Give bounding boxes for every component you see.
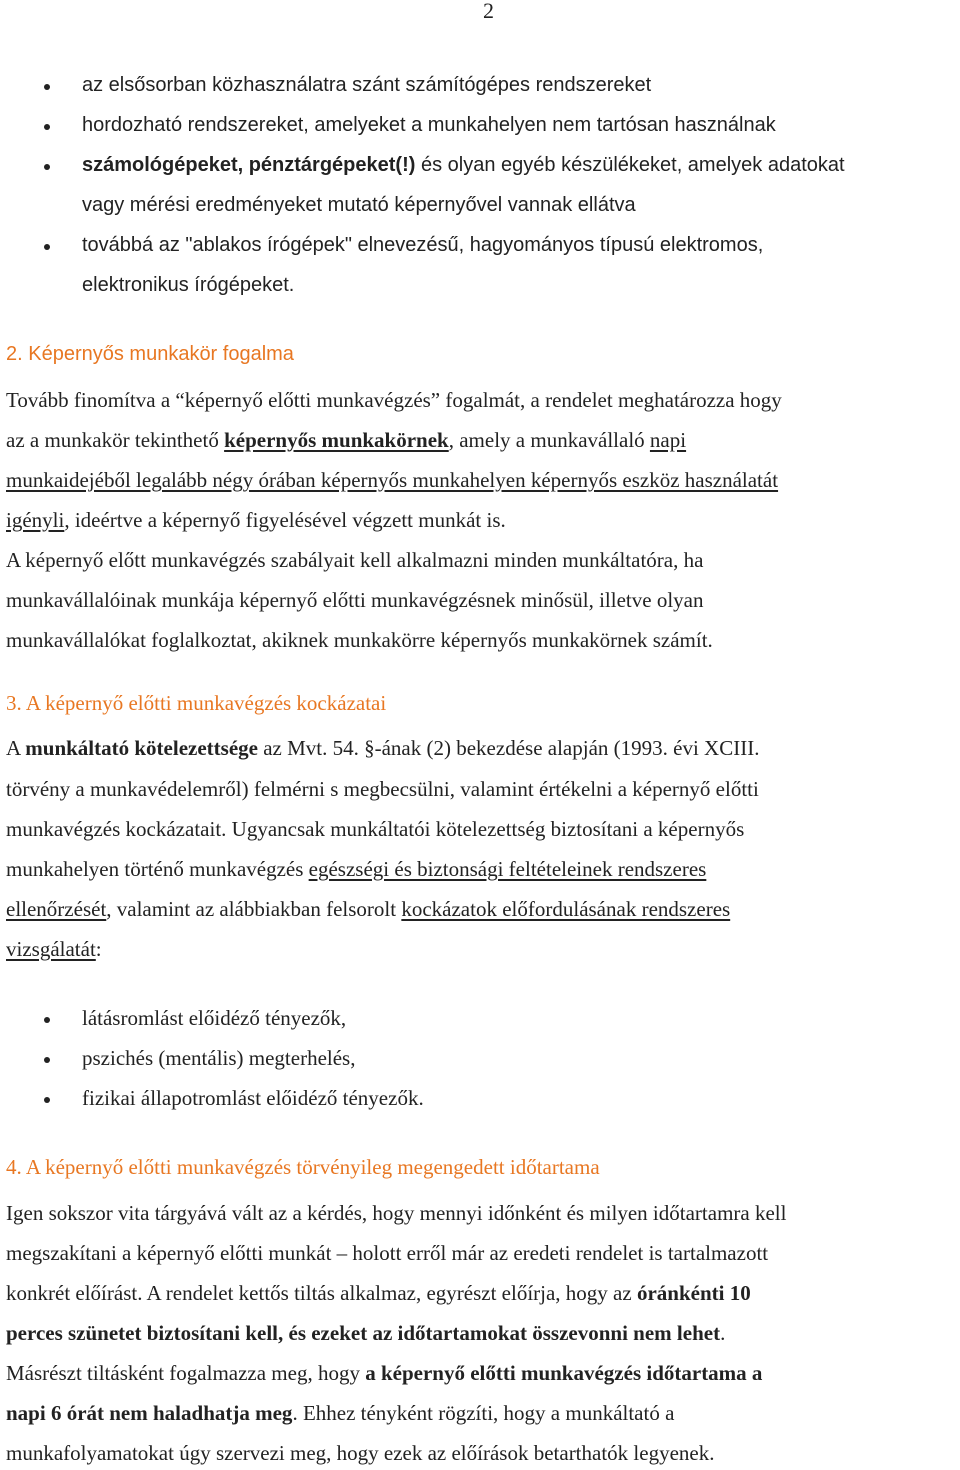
section-2-heading: 2. Képernyős munkakör fogalma [6,343,294,365]
text-line: munkavállalókat foglalkoztat, akiknek munkakörre képernyős munkakörnek számít. [6,628,713,652]
bullet-icon [44,1097,50,1103]
bold-term: napi 6 órát nem haladhatja meg [6,1401,293,1425]
bold-term: munkáltató kötelezettsége [25,736,258,760]
list-item: hordozható rendszereket, amelyeket a munkahelyen nem tartósan használnak [82,114,776,136]
text-line: munkafolyamatokat úgy szervezi meg, hogy ezek az előírások betarthatók legyenek. [6,1441,715,1465]
bold-term: a képernyő előtti munkavégzés időtartama a [365,1361,763,1385]
list-item: látásromlást előidéző tényezők, [82,1006,347,1030]
list-item: számológépeket, pénztárgépeket(!) és olyan egyéb készülékeket, amelyek adatokat [82,154,845,176]
list-item-continuation: elektronikus írógépeket. [82,274,295,296]
text-line: Tovább finomítva a “képernyő előtti munkavégzés” fogalmát, a rendelet meghatározza hogy [6,388,782,412]
bullet-icon [44,1057,50,1063]
text-line: ellenőrzését, valamint az alábbiakban felsorolt kockázatok előfordulásának rendszeres [6,897,731,921]
bullet-icon [44,124,50,130]
text-line: törvény a munkavédelemről) felmérni s megbecsülni, valamint értékelni a képernyő előtti [6,777,759,801]
text-line: munkaidejéből legalább négy órában képernyős munkahelyen képernyős eszköz használatát [6,468,779,492]
text-line: vizsgálatát: [6,937,102,961]
list-item: pszichés (mentális) megterhelés, [82,1046,356,1070]
bold-term: képernyős munkakörnek [224,428,449,452]
section-3-heading: 3. A képernyő előtti munkavégzés kockázatai [6,691,387,715]
bold-term: óránkénti 10 [636,1281,751,1305]
list-item-continuation: vagy mérési eredményeket mutató képernyővel vannak ellátva [82,194,636,216]
text-line: munkavégzés kockázatait. Ugyancsak munkáltatói kötelezettség biztosítani a képernyős [6,817,745,841]
list-item-bold: számológépeket, pénztárgépeket(!) [82,154,416,176]
text-line: perces szünetet biztosítani kell, és ezeket az időtartamokat összevonni nem lehet. [6,1321,726,1345]
bullet-icon [44,1017,50,1023]
list-item: az elsősorban közhasználatra szánt számítógépes rendszereket [82,74,652,96]
bold-term: perces szünetet biztosítani kell, és ezeket az időtartamokat összevonni nem lehet [6,1321,721,1345]
text-line: munkahelyen történő munkavégzés egészségi és biztonsági feltételeinek rendszeres [6,857,707,881]
text-line: az a munkakör tekinthető képernyős munkakörnek, amely a munkavállaló napi [6,428,687,452]
text-line: igényli, ideértve a képernyő figyelésével végzett munkát is. [6,508,506,532]
text-line: A munkáltató kötelezettsége az Mvt. 54. §-ának (2) bekezdése alapján (1993. évi XCIII. [6,736,760,760]
list-item: fizikai állapotromlást előidéző tényezők. [82,1086,424,1110]
text-line: napi 6 órát nem haladhatja meg. Ehhez tényként rögzíti, hogy a munkáltató a [6,1401,675,1425]
section-4-heading: 4. A képernyő előtti munkavégzés törvényileg megengedett időtartama [6,1155,600,1179]
text-line: munkavállalóinak munkája képernyő előtti munkavégzésnek minősül, illetve olyan [6,588,704,612]
text-line: A képernyő előtt munkavégzés szabályait kell alkalmazni minden munkáltatóra, ha [6,548,704,572]
bullet-icon [44,244,50,250]
list-item: továbbá az "ablakos írógépek" elnevezésű, hagyományos típusú elektromos, [82,234,764,256]
text-line: Másrészt tiltásként fogalmazza meg, hogy a képernyő előtti munkavégzés időtartama a [6,1361,763,1385]
bullet-icon [44,84,50,90]
text-line: megszakítani a képernyő előtti munkát – holott erről már az eredeti rendelet is tartalmazott [6,1241,769,1265]
text-line: Igen sokszor vita tárgyává vált az a kérdés, hogy mennyi időnként és milyen időtartamra kell [6,1201,787,1225]
page-number: 2 [483,0,494,23]
text-line: konkrét előírást. A rendelet kettős tiltás alkalmaz, egyrészt előírja, hogy az óránkénti 10 [6,1281,751,1305]
bullet-icon [44,164,50,170]
